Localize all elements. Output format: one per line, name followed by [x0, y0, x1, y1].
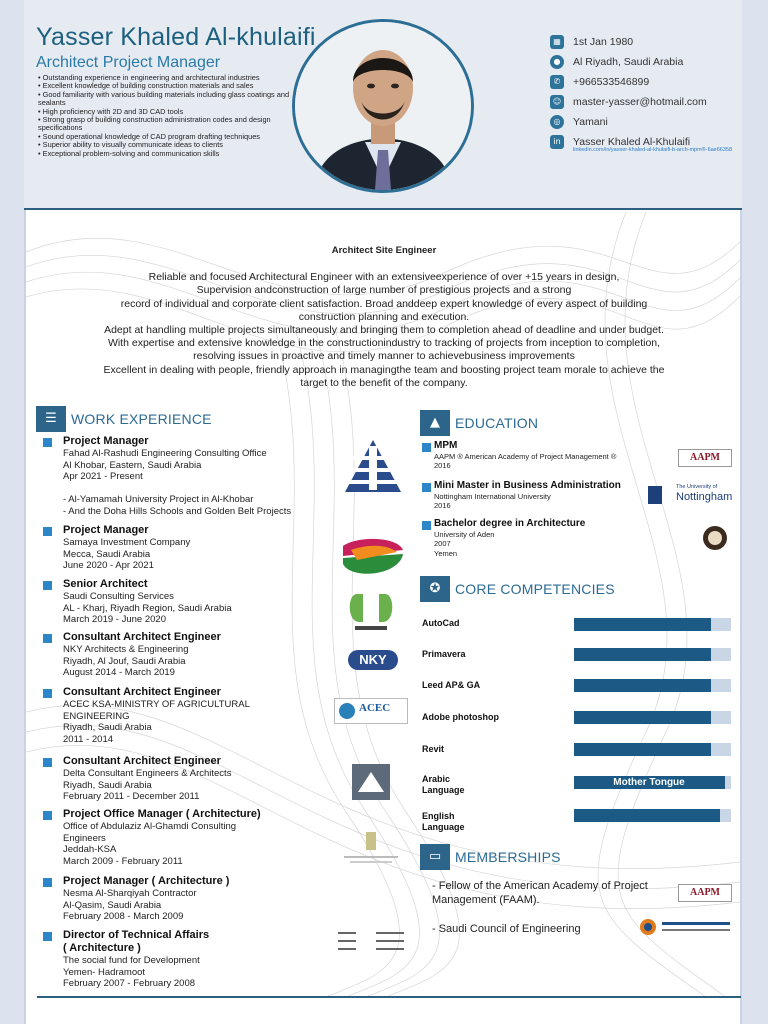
job-detail: Apr 2021 - Present — [63, 471, 143, 483]
skill-bar — [574, 618, 731, 631]
job-detail: NKY Architects & Engineering — [63, 644, 189, 655]
linkedin-url-link[interactable]: linkedin.com/in/yasser-khaled-al-khulaifi-b-arch-mpm®-6ae66358 — [573, 147, 733, 153]
summary-line: With expertise and extensive knowledge in the constructionindustry to tracking of projects from inception to completion, — [107, 337, 661, 350]
highlight-item: • High proficiency with 2D and 3D CAD tools — [38, 108, 290, 116]
education-title: EDUCATION — [455, 415, 539, 431]
job-detail: Samaya Investment Company — [63, 537, 191, 548]
footer-divider — [37, 996, 741, 998]
competencies-title: CORE COMPETENCIES — [455, 581, 615, 597]
job-title: Project Manager — [63, 435, 149, 447]
job-detail: Mecca, Saudi Arabia — [63, 548, 151, 560]
job-detail: February 2008 - March 2009 — [63, 911, 184, 923]
work-entry — [43, 755, 323, 803]
education-entry — [422, 480, 672, 511]
job-detail: Fahad Al-Rashudi Engineering Consulting Office — [63, 448, 267, 459]
memberships-header — [420, 844, 561, 870]
skill-bar — [574, 776, 731, 789]
job-detail: - And the Doha Hills Schools and Golden Belt Projects — [63, 505, 292, 517]
professional-summary — [60, 244, 708, 390]
job-title: Director of Technical Affairs ( Architecture ) — [63, 929, 210, 954]
phone-icon: ✆ — [550, 75, 564, 89]
location-pin-icon: ● — [550, 55, 564, 69]
degree-detail: Nottingham International University — [434, 492, 551, 501]
skill-label: Adobe photoshop — [422, 712, 499, 722]
job-detail: August 2014 - March 2019 — [63, 667, 175, 679]
summary-line: construction planning and execution. — [298, 310, 470, 323]
skill-bar-fill — [574, 809, 720, 822]
contact-location — [550, 52, 760, 72]
linkedin-icon: in — [550, 135, 564, 149]
job-title: Project Manager ( Architecture ) — [63, 875, 230, 887]
job-detail: Riyadh, Al Jouf, Saudi Arabia — [63, 655, 186, 667]
education-entry — [422, 440, 672, 471]
job-title: Senior Architect — [63, 578, 148, 590]
fahad-rashudi-logo — [341, 438, 405, 494]
document-list-icon: ☰ — [36, 406, 66, 432]
phone-text[interactable]: +966533546899 — [573, 76, 650, 88]
highlight-item: • Sound operational knowledge of CAD program drafting techniques — [38, 133, 290, 141]
job-detail: Al-Qasim, Saudi Arabia — [63, 899, 162, 911]
summary-line: Adept at handling multiple projects simultaneously and bringing them to completion ahead of deadline and under budget. — [104, 324, 664, 337]
profile-photo — [292, 19, 474, 193]
summary-heading: Architect Site Engineer — [331, 245, 437, 256]
birthdate-text: 1st Jan 1980 — [573, 36, 634, 48]
bullet-square — [422, 521, 431, 530]
membership-card-icon: ▭ — [420, 844, 450, 870]
degree-title: MPM — [434, 440, 458, 451]
skill-label: Primavera — [422, 649, 466, 659]
job-detail: June 2020 - Apr 2021 — [63, 560, 154, 572]
bullet-square — [43, 438, 52, 447]
bullet-square — [43, 932, 52, 941]
delta-logo — [352, 764, 390, 800]
globe-icon: ◎ — [550, 115, 564, 129]
job-detail: Riyadh, Saudi Arabia — [63, 722, 152, 734]
contact-birthdate — [550, 32, 760, 52]
contact-nationality — [550, 112, 760, 132]
job-title: Consultant Architect Engineer — [63, 686, 221, 698]
highlight-item: • Superior ability to visually communicate ideas to clients — [38, 141, 290, 149]
job-title: Project Manager — [63, 524, 149, 536]
nationality-text: Yamani — [573, 116, 608, 128]
summary-line: Reliable and focused Architectural Engineer with an extensiveexperience of over +15 years in design, — [148, 271, 620, 284]
acec-logo — [334, 698, 408, 724]
skill-label: English Language — [422, 811, 465, 832]
aden-university-logo — [702, 524, 728, 552]
bullet-square — [43, 689, 52, 698]
highlight-item: • Excellent knowledge of building construction materials and sales — [38, 82, 290, 90]
job-detail: Engineers — [63, 832, 106, 844]
contact-list — [550, 32, 760, 152]
education-entry — [422, 518, 672, 558]
degree-detail: 2007 — [434, 539, 451, 549]
summary-line: Supervision andconstruction of large number of prestigious projects and a strong — [196, 284, 572, 297]
memberships-title: MEMBERSHIPS — [455, 849, 561, 865]
job-detail: Office of Abdulaziz Al-Ghamdi Consulting — [63, 821, 237, 832]
highlight-item: • Strong grasp of building construction administration codes and design specifications — [38, 116, 290, 133]
nottingham-crest-icon — [648, 486, 662, 504]
nottingham-small-text: The University of — [676, 484, 718, 490]
skill-bar-fill — [574, 618, 711, 631]
highlights-list — [38, 74, 290, 158]
job-detail: March 2009 - February 2011 — [63, 855, 183, 867]
job-detail: Saudi Consulting Services — [63, 591, 174, 602]
work-experience-header — [36, 406, 212, 432]
job-detail: Al Khobar, Eastern, Saudi Arabia — [63, 459, 202, 471]
bullet-square — [43, 634, 52, 643]
lightbulb-gear-icon: ✪ — [420, 576, 450, 602]
skill-bar-fill — [574, 648, 711, 661]
skill-bar-fill — [574, 711, 711, 724]
skill-label: Revit — [422, 744, 445, 754]
nottingham-logo — [648, 484, 740, 506]
job-detail: Riyadh, Saudi Arabia — [63, 779, 152, 791]
job-detail — [63, 483, 323, 495]
bullet-square — [43, 581, 52, 590]
work-entry — [43, 578, 323, 626]
degree-detail: 2016 — [434, 461, 451, 471]
degree-detail: 2016 — [434, 501, 451, 511]
linkedin-name[interactable]: Yasser Khaled Al-Khulaifi — [573, 136, 691, 148]
contact-email[interactable] — [550, 92, 760, 112]
education-header — [420, 410, 538, 436]
work-entry — [43, 929, 323, 990]
contact-phone[interactable] — [550, 72, 760, 92]
summary-line: target to the benefit of the company. — [300, 376, 468, 389]
competencies-header — [420, 576, 615, 602]
acec-logo-text: ACEC — [359, 702, 391, 714]
skill-bar — [574, 809, 731, 822]
skill-bar — [574, 743, 731, 756]
job-detail: AL - Kharj, Riyadh Region, Saudi Arabia — [63, 602, 232, 614]
work-entry — [43, 631, 323, 679]
work-entry — [43, 686, 323, 745]
bullet-square — [43, 527, 52, 536]
degree-detail: Yemen — [434, 548, 458, 558]
job-detail: Nesma Al-Sharqiyah Contractor — [63, 888, 197, 899]
skill-bar — [574, 679, 731, 692]
highlight-item: • Good familiarity with various building materials including glass coatings and sealants — [38, 91, 290, 108]
aapm-logo: AAPM — [678, 884, 732, 902]
nottingham-text: Nottingham — [676, 491, 733, 503]
skill-bar-fill — [574, 743, 711, 756]
samaya-logo — [337, 536, 407, 578]
graduation-cap-icon: ▲ — [420, 410, 450, 436]
work-entry — [43, 875, 323, 923]
membership-item: - Saudi Council of Engineering — [432, 923, 581, 935]
acec-globe-icon — [339, 703, 355, 719]
membership-item: - Fellow of the American Academy of Project Management (FAAM). — [432, 880, 648, 906]
job-detail: Jeddah-KSA — [63, 844, 117, 856]
summary-line: resolving issues in proactive and timely manner to achievebusiness improvements — [193, 350, 575, 363]
job-detail: 2011 - 2014 — [63, 733, 114, 745]
skill-bar-fill — [574, 679, 711, 692]
skill-bar — [574, 711, 731, 724]
skill-label: Leed AP& GA — [422, 680, 481, 690]
bullet-square — [422, 443, 431, 452]
calendar-icon: ▦ — [550, 35, 564, 49]
location-text: Al Riyadh, Saudi Arabia — [573, 56, 684, 68]
skill-label: AutoCad — [422, 618, 460, 628]
job-detail: - Al-Yamamah University Project in Al-Khobar — [63, 494, 254, 506]
work-entry — [43, 524, 323, 572]
job-detail: ACEC KSA-MINISTRY OF AGRICULTURAL — [63, 699, 250, 710]
summary-line: Excellent in dealing with people, friendly approach in managingthe team and boosting project team morale to achieve the — [103, 363, 665, 376]
job-detail: Yemen- Hadramoot — [63, 966, 146, 978]
job-detail: Delta Consultant Engineers & Architects — [63, 768, 232, 779]
job-title: Architect Project Manager — [36, 54, 221, 71]
skill-label: Arabic Language — [422, 774, 465, 795]
nky-logo: NKY — [348, 650, 398, 670]
contact-linkedin[interactable] — [550, 132, 760, 152]
job-title: Consultant Architect Engineer — [63, 631, 221, 643]
job-detail: February 2011 - December 2011 — [63, 791, 200, 803]
highlight-item: • Exceptional problem-solving and communication skills — [38, 150, 290, 158]
job-detail: February 2007 - February 2008 — [63, 978, 196, 990]
portrait-image — [295, 22, 471, 190]
person-name: Yasser Khaled Al-khulaifi — [36, 23, 316, 51]
degree-title: Bachelor degree in Architecture — [434, 518, 586, 529]
job-detail: ENGINEERING — [63, 710, 130, 722]
work-entry — [43, 435, 323, 518]
degree-title: Mini Master in Business Administration — [434, 480, 621, 491]
skill-bar — [574, 648, 731, 661]
highlight-item: • Outstanding experience in engineering and architectural industries — [38, 74, 290, 82]
bullet-square — [43, 811, 52, 820]
saudi-consulting-logo — [347, 586, 395, 634]
degree-detail: University of Aden — [434, 530, 495, 539]
bullet-square — [43, 878, 52, 887]
work-entry — [43, 808, 323, 867]
summary-line: record of individual and corporate client satisfaction. Broad anddeep expert knowledge of every aspect of building — [120, 297, 648, 310]
degree-detail: AAPM ® American Academy of Project Management ® — [434, 452, 617, 461]
saudi-council-engineers-logo — [638, 916, 734, 938]
al-ghamdi-logo — [340, 832, 402, 866]
job-detail: The social fund for Development — [63, 955, 200, 966]
social-fund-logo — [336, 928, 408, 958]
email-link[interactable]: master-yasser@hotmail.com — [573, 96, 707, 108]
header — [24, 0, 742, 210]
job-title: Consultant Architect Engineer — [63, 755, 221, 767]
bullet-square — [422, 483, 431, 492]
work-experience-title: WORK EXPERIENCE — [71, 411, 212, 427]
aapm-logo: AAPM — [678, 449, 732, 467]
job-title: Project Office Manager ( Architecture) — [63, 808, 261, 820]
user-icon: ☺ — [550, 95, 564, 109]
bullet-square — [43, 758, 52, 767]
skill-bar-text: Mother Tongue — [613, 777, 685, 788]
job-detail: March 2019 - June 2020 — [63, 614, 166, 626]
